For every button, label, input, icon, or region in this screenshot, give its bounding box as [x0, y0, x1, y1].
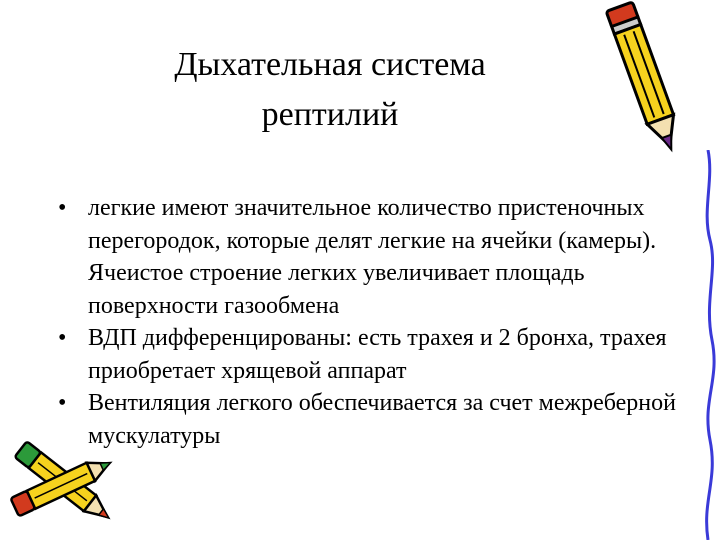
slide-title	[80, 40, 580, 140]
bullet-text-3: Вентиляция легкого обеспечивается за счет межреберной мускулатуры	[88, 390, 676, 449]
bullet-dot: •	[58, 390, 67, 416]
bullet-dot: •	[58, 195, 67, 221]
bullet-text-2: ВДП дифференцированы: есть трахея и 2 бронха, трахея приобретает хрящевой аппарат	[88, 325, 667, 384]
bullet-item-3	[58, 387, 678, 452]
slide-title-line-2: рептилий	[261, 96, 399, 133]
bullet-text-1: легкие имеют значительное количество пристеночных перегородок, которые делят легкие на ячейки (камеры). Ячеистое строение легких увеличивает площадь поверхности газообмена	[88, 195, 657, 319]
slide-title-line-1: Дыхательная система	[174, 46, 486, 83]
bullet-dot: •	[58, 325, 67, 351]
pencil-icon	[596, 0, 696, 160]
bullet-item-2	[58, 322, 678, 387]
bullet-list	[58, 192, 678, 452]
bullet-item-1	[58, 192, 678, 322]
crossed-pencils-icon	[0, 430, 130, 540]
blue-squiggle-line	[680, 150, 720, 540]
